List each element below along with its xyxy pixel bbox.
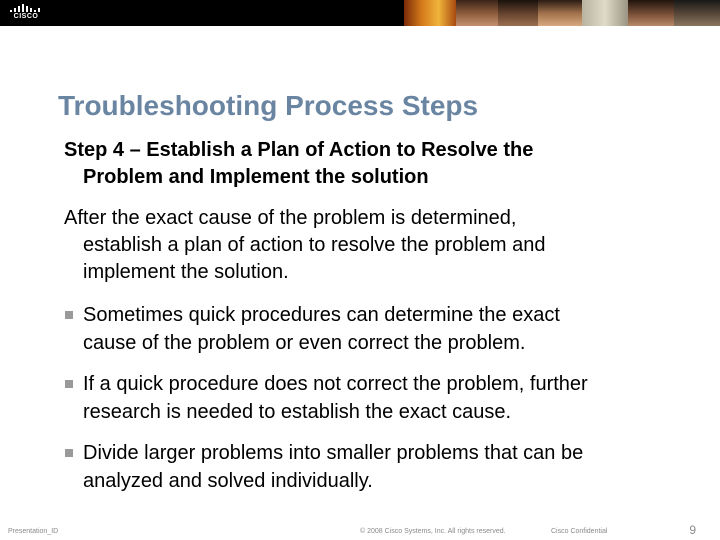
photo-woman-icon	[628, 0, 674, 26]
list-item	[64, 370, 704, 426]
bullet-line2: analyzed and solved individually.	[83, 470, 373, 492]
bullet-list	[64, 301, 704, 508]
square-bullet-icon	[65, 380, 73, 388]
step-heading	[64, 137, 664, 191]
photo-woman-icon	[456, 0, 498, 26]
intro-line1: After the exact cause of the problem is determined,	[64, 207, 517, 229]
header-photo-strip	[404, 0, 720, 26]
bullet-line1: If a quick procedure does not correct the problem, further	[83, 373, 588, 395]
slide-title: Troubleshooting Process Steps	[58, 90, 479, 121]
bullet-line1: Sometimes quick procedures can determine the exact	[83, 304, 560, 326]
bullet-line2: research is needed to establish the exact cause.	[83, 401, 512, 423]
bullet-line1: Divide larger problems into smaller problems that can be	[83, 442, 584, 464]
square-bullet-icon	[65, 311, 73, 319]
intro-paragraph	[64, 205, 664, 286]
intro-line3: implement the solution.	[83, 261, 289, 283]
photo-child-icon	[538, 0, 582, 26]
cisco-logo-text: CISCO	[13, 13, 39, 20]
cisco-logo	[8, 4, 44, 22]
header-bar	[0, 0, 720, 26]
footer-confidential: Cisco Confidential	[551, 528, 608, 535]
step-heading-line1: Step 4 – Establish a Plan of Action to Resolve the	[64, 139, 534, 161]
photo-man-icon	[674, 0, 720, 26]
photo-fire-icon	[404, 0, 456, 26]
bullet-line2: cause of the problem or even correct the problem.	[83, 332, 526, 354]
page-number: 9	[689, 523, 696, 537]
intro-line2: establish a plan of action to resolve the problem and	[83, 234, 546, 256]
list-item	[64, 439, 704, 495]
cisco-bridge-icon	[9, 4, 43, 12]
footer-presentation-id: Presentation_ID	[8, 528, 59, 535]
photo-hands-icon	[582, 0, 628, 26]
list-item	[64, 301, 704, 357]
square-bullet-icon	[65, 449, 73, 457]
step-heading-line2: Problem and Implement the solution	[83, 166, 429, 188]
photo-man-icon	[498, 0, 538, 26]
footer-copyright: © 2008 Cisco Systems, Inc. All rights reserved.	[360, 528, 506, 535]
